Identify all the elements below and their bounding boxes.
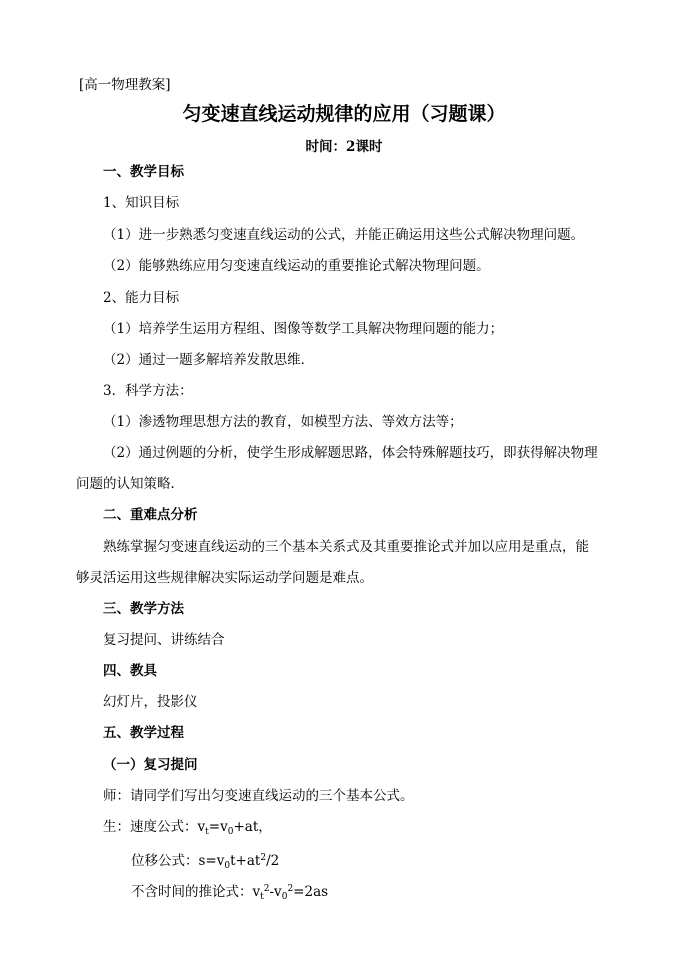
- key-points-line-2: 够灵活运用这些规律解决实际运动学问题是难点。: [76, 570, 373, 586]
- formula-timeless: $v_t^2-v_0^2=2as$: [252, 884, 329, 902]
- knowledge-goal-heading: 1、知识目标: [103, 195, 180, 211]
- student-line-displacement: [131, 849, 279, 875]
- ability-goal-heading: 2、能力目标: [103, 290, 180, 306]
- student-line-velocity: [103, 818, 272, 841]
- knowledge-goal-2: （2）能够熟练应用匀变速直线运动的重要推论式解决物理问题。: [103, 258, 490, 274]
- header-tag: [高一物理教案]: [79, 77, 171, 93]
- time-line: 时间：2课时: [305, 139, 383, 155]
- method-goal-2-line-1: （2）通过例题的分析，使学生形成解题思路，体会特殊解题技巧，即获得解决物理: [103, 445, 598, 461]
- formula-timeless-label: 不含时间的推论式：: [131, 884, 253, 900]
- method-goal-1: （1）渗透物理思想方法的教育，如模型方法、等效方法等；: [103, 414, 463, 430]
- key-points-line-1: 熟练掌握匀变速直线运动的三个基本关系式及其重要推论式并加以应用是重点，能: [103, 539, 589, 555]
- method-text: 复习提问、讲练结合: [103, 632, 225, 648]
- formula-displacement: $s=v_0t+at^2/2$: [198, 853, 280, 871]
- section-heading-process: 五、教学过程: [103, 725, 184, 741]
- review-subheading: （一）复习提问: [103, 757, 198, 773]
- teacher-line: 师：请同学们写出匀变速直线运动的三个基本公式。: [103, 788, 414, 804]
- student-line-timeless: [131, 880, 328, 906]
- knowledge-goal-1: （1）进一步熟悉匀变速直线运动的公式，并能正确运用这些公式解决物理问题。: [103, 227, 585, 243]
- method-goal-heading: 3．科学方法：: [103, 383, 193, 399]
- formula-displacement-label: 位移公式：: [131, 853, 199, 869]
- section-heading-objectives: 一、教学目标: [103, 164, 184, 180]
- method-goal-2-line-2: 问题的认知策略．: [76, 476, 184, 492]
- section-heading-tools: 四、教具: [103, 663, 157, 679]
- student-prefix: 生：速度公式：: [103, 819, 198, 835]
- section-heading-key-points: 二、重难点分析: [103, 507, 198, 523]
- page-title: 匀变速直线运动规律的应用（习题课）: [182, 103, 506, 125]
- section-heading-method: 三、教学方法: [103, 601, 184, 617]
- formula-velocity: $v_t=v_0+at$，: [197, 819, 272, 837]
- ability-goal-1: （1）培养学生运用方程组、图像等数学工具解决物理问题的能力；: [103, 321, 504, 337]
- tools-text: 幻灯片，投影仪: [103, 694, 198, 710]
- ability-goal-2: （2）通过一题多解培养发散思维．: [103, 352, 315, 368]
